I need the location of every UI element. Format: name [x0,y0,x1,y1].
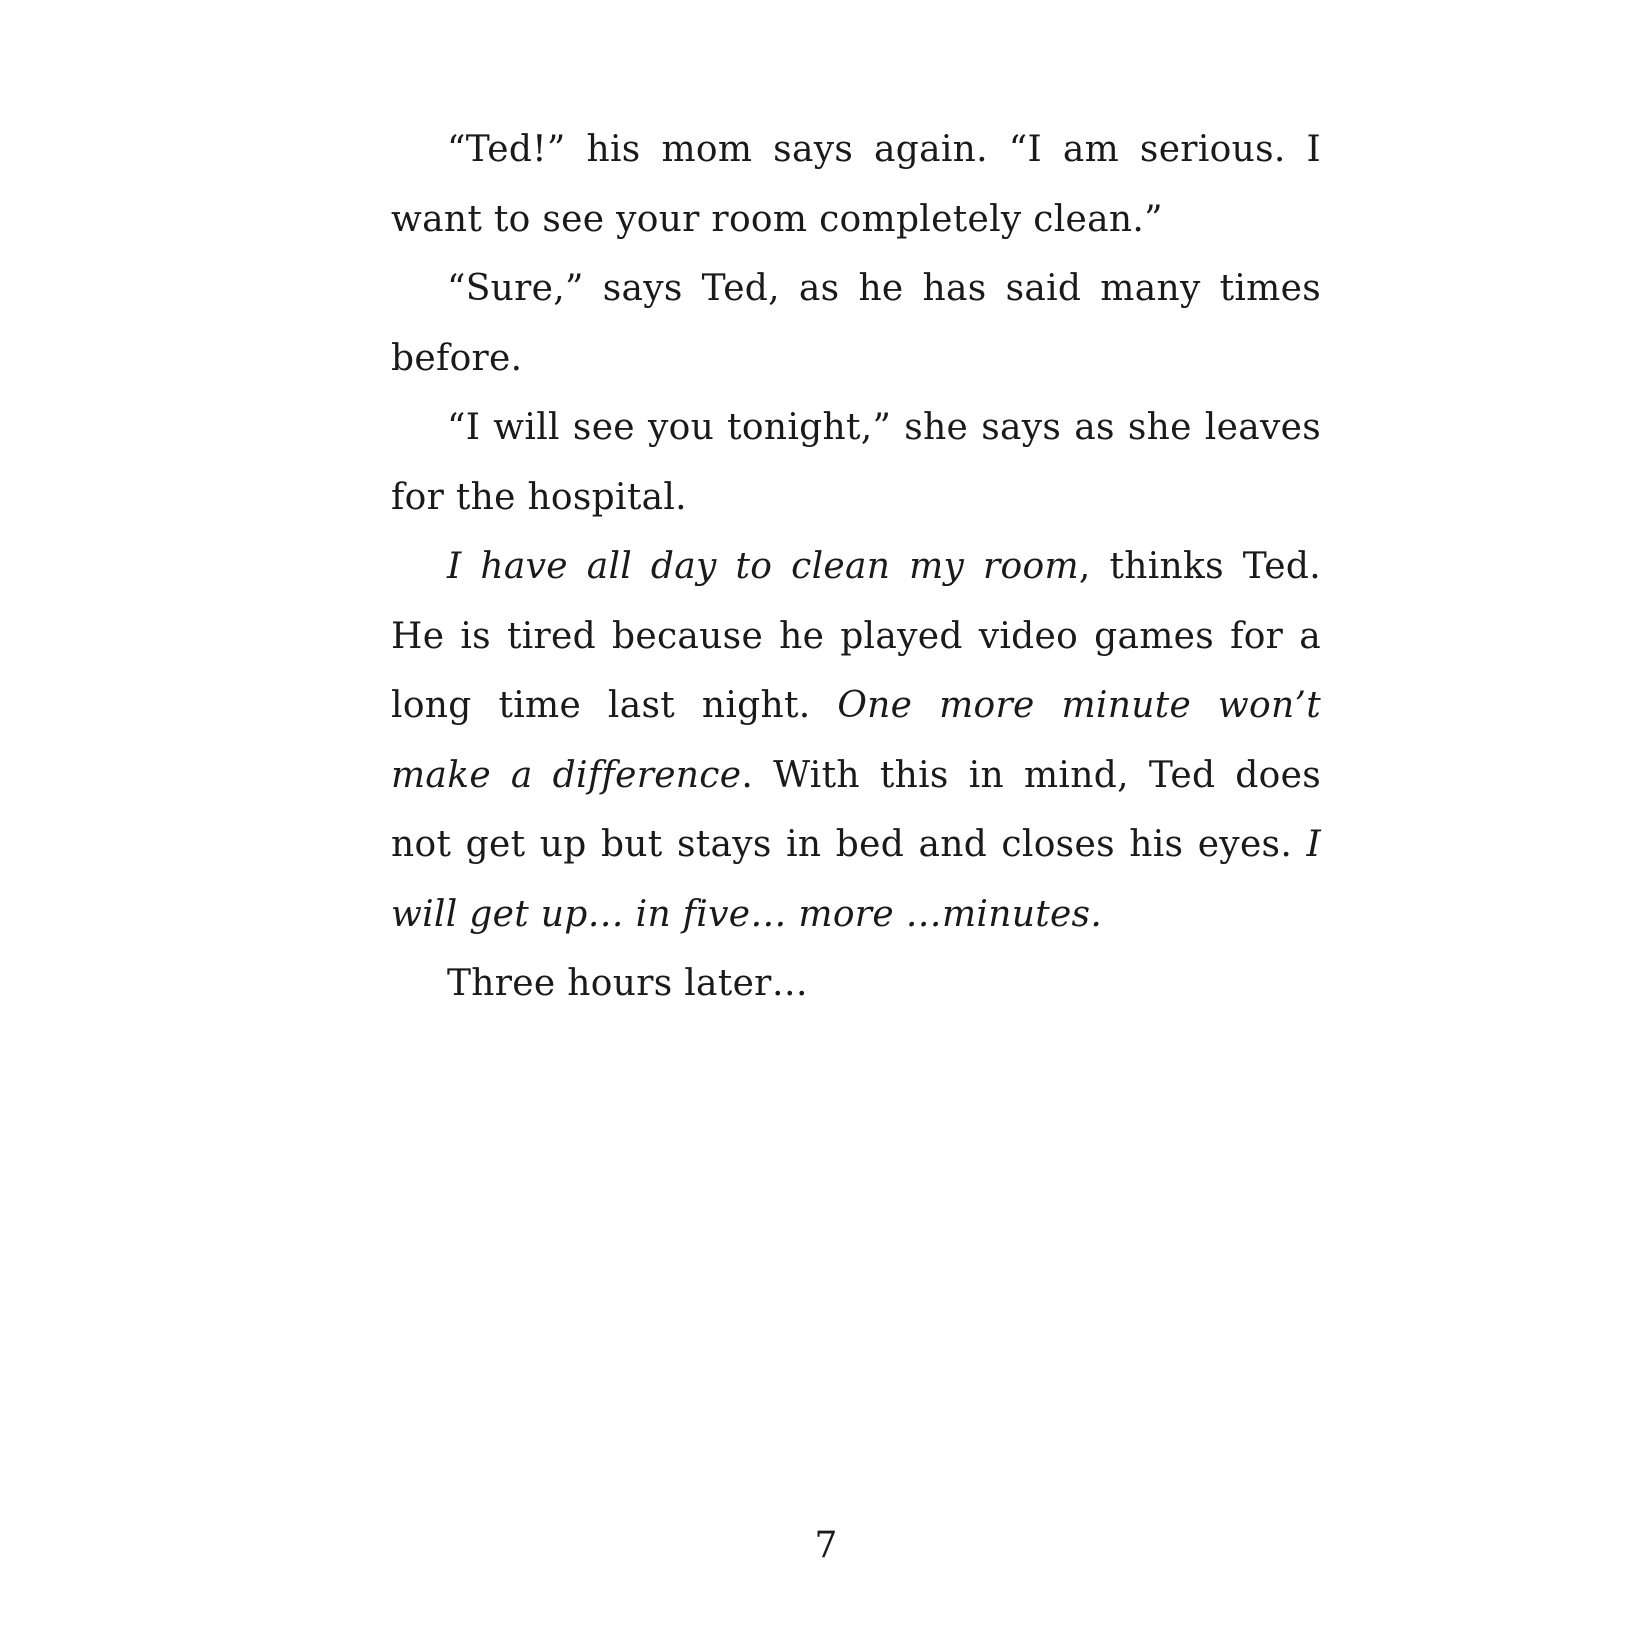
text-run: “Sure,” says Ted, as he has said many times before. [391,268,1321,379]
text-run: Three hours later… [447,963,808,1004]
paragraph [391,393,1321,532]
italic-text-run: One more minute won’t make a difference [391,685,1321,796]
text-run: , thinks Ted. He is tired because he played video games for a long time last night. [391,546,1321,726]
paragraph [391,254,1321,393]
paragraph [391,115,1321,254]
paragraph [391,949,1321,1019]
italic-text-run: I have all day to clean my room [447,546,1079,587]
body-text [391,115,1321,1019]
text-run: “Ted!” his mom says again. “I am serious. I want to see your room completely clean.” [391,129,1321,240]
text-run: . With this in mind, Ted does not get up but stays in bed and closes his eyes. [391,754,1321,865]
text-run: “I will see you tonight,” she says as she leaves for the hospital. [391,407,1321,518]
page-number: 7 [814,1525,838,1566]
italic-text-run: I will get up… in five… more …minutes. [391,824,1321,935]
paragraph [391,532,1321,949]
